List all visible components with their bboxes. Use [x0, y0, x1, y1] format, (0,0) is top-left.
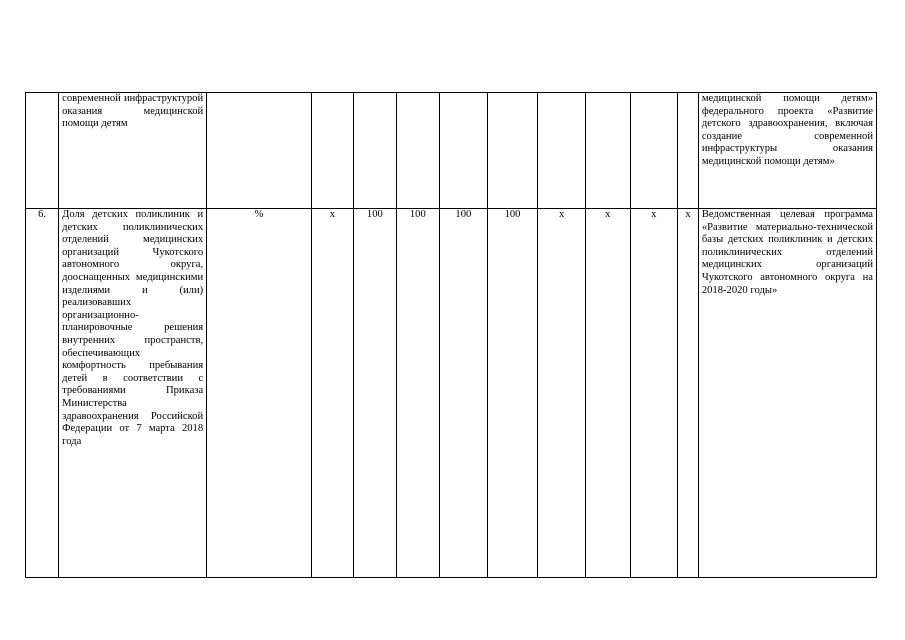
value-cell: 100: [440, 209, 488, 578]
value-cell: [396, 93, 439, 209]
unit-cell: %: [207, 209, 312, 578]
row-number: 6.: [26, 209, 59, 578]
indicator-name: Доля детских поликлиник и детских поликлинических отделений медицинских организаций Чукотского автономного округа, дооснащенных медицинскими изделиями и (или) реализовавших организационно-планировочные решения внутренних пространств, обеспечивающих комфортность пребывания детей в соответствии с требованиями Приказа Министерства здравоохранения Российской Федерации от 7 марта 2018 года: [59, 209, 207, 578]
unit-cell: [207, 93, 312, 209]
program-note: медицинской помощи детям» федерального проекта «Развитие детского здравоохранения, включая создание современной инфраструктуры оказания медицинской помощи детям»: [698, 93, 876, 209]
value-cell: х: [678, 209, 699, 578]
row-number: [26, 93, 59, 209]
value-cell: [487, 93, 538, 209]
value-cell: 100: [354, 209, 396, 578]
value-cell: [354, 93, 396, 209]
program-note: Ведомственная целевая программа «Развитие материально-технической базы детских поликлиник и детских поликлинических отделений медицинских организаций Чукотского автономного округа на 2018-2020 годы»: [698, 209, 876, 578]
value-cell: 100: [487, 209, 538, 578]
indicator-table: [25, 92, 877, 578]
value-cell: [630, 93, 678, 209]
value-cell: 100: [396, 209, 439, 578]
value-cell: [311, 93, 353, 209]
table-row: [26, 93, 877, 209]
value-cell: [440, 93, 488, 209]
value-cell: [678, 93, 699, 209]
value-cell: х: [586, 209, 631, 578]
indicator-name: современной инфраструктурой оказания медицинской помощи детям: [59, 93, 207, 209]
value-cell: х: [630, 209, 678, 578]
value-cell: [586, 93, 631, 209]
value-cell: х: [311, 209, 353, 578]
value-cell: х: [538, 209, 586, 578]
table-row: [26, 209, 877, 578]
value-cell: [538, 93, 586, 209]
